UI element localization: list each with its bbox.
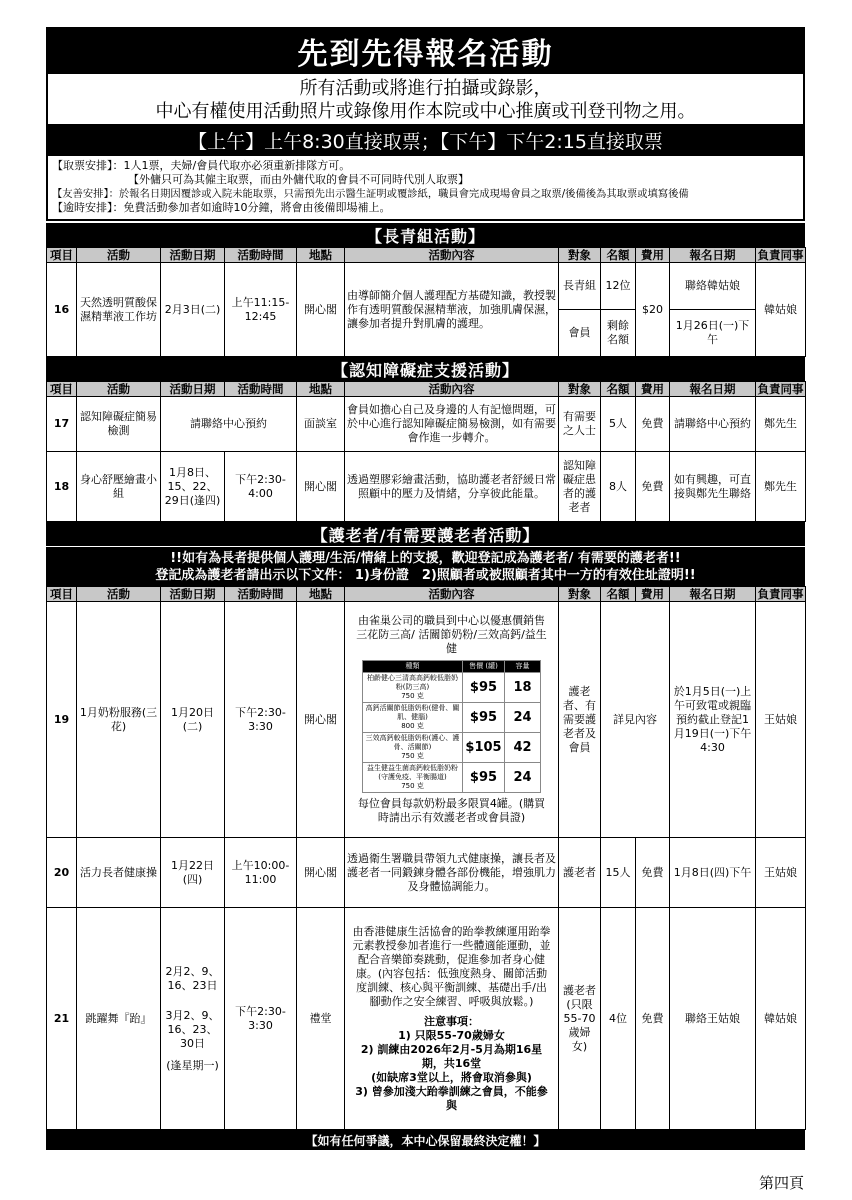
col-content: 活動內容 [345, 382, 559, 397]
row-staff: 韓姑娘 [756, 263, 806, 357]
row-date: 1月22日(四) [161, 838, 225, 908]
milk-qty: 18 [505, 673, 541, 703]
page-title: 先到先得報名活動 [46, 27, 805, 74]
milk-col-size: 容量 [505, 661, 541, 673]
note-3: (如缺席3堂以上，將會取消參與) [371, 1070, 532, 1084]
col-quota: 名額 [601, 248, 636, 263]
col-content: 活動內容 [345, 248, 559, 263]
row-activity: 跳躍舞『跆』 [77, 908, 161, 1130]
col-target: 對象 [559, 382, 601, 397]
row-target: 會員 [559, 310, 601, 357]
col-target: 對象 [559, 587, 601, 602]
col-date: 活動日期 [161, 248, 225, 263]
section-carer-title: 【護老者/有需要護老者活動】 [46, 522, 805, 546]
milk-size: 750 克 [401, 692, 424, 700]
carer-table [46, 586, 806, 1130]
row-registration: 如有興趣，可直接與鄭先生聯絡 [670, 452, 756, 522]
row-staff: 鄭先生 [756, 397, 806, 452]
row-no: 20 [47, 838, 77, 908]
col-time: 活動時間 [225, 587, 297, 602]
notice-line-1: 所有活動或將進行拍攝或錄影， [299, 78, 552, 99]
milk-table-header [363, 661, 541, 673]
col-content: 活動內容 [345, 587, 559, 602]
row-venue: 開心閣 [297, 263, 345, 357]
arrangement-late: 【逾時安排】：免費活動參加者如逾時10分鐘，將會由後備即場補上。 [52, 201, 391, 214]
ticket-arrangements [46, 156, 805, 221]
row-datetime: 請聯絡中心預約 [161, 397, 297, 452]
row-no: 16 [47, 263, 77, 357]
row-time: 上午11:15-12:45 [225, 263, 297, 357]
section-dementia-title: 【認知障礙症支援活動】 [46, 357, 805, 381]
col-no: 項目 [47, 248, 77, 263]
row-registration: 1月8日(四)下午 [670, 838, 756, 908]
milk-qty: 24 [505, 763, 541, 793]
row-fee: 免費 [636, 397, 670, 452]
row-activity: 身心舒壓繪畫小組 [77, 452, 161, 522]
table-row [47, 602, 806, 838]
milk-price: $105 [463, 733, 505, 763]
carer-registration-notice [46, 546, 805, 586]
content-desc: 由香港健康生活協會的跆拳教練運用跆拳元素教授參加者進行一些體適能運動，並配合音樂節奏跳動，促進參加者身心健康。(內容包括：低強度熱身、關節活動度訓練、核心與平衡訓練、基礎出手/出腳動作之安全練習、呼吸與放鬆。) [352, 924, 551, 1008]
milk-row [363, 763, 541, 793]
section-elder-title: 【長青組活動】 [46, 223, 805, 247]
milk-name: 三效高鈣較低脂奶粉(護心、護骨、活關節) [365, 734, 460, 751]
notice-line-2: 中心有權使用活動照片或錄像用作本院或中心推廣或刊登刊物之用。 [155, 101, 696, 122]
milk-price: $95 [463, 763, 505, 793]
row-time: 下午2:30-4:00 [225, 452, 297, 522]
col-staff: 負責同事 [757, 248, 804, 262]
row-fee: 免費 [636, 908, 670, 1130]
row-activity: 活力長者健康操 [77, 838, 161, 908]
col-date: 活動日期 [161, 587, 225, 602]
row-registration: 於1月5日(一)上午可致電或親臨預約截止登記1月19日(一)下午4:30 [670, 602, 756, 838]
milk-name: 高鈣活關節低脂奶粉(健骨、關肌、健腦) [365, 704, 460, 721]
recording-notice [46, 74, 805, 124]
milk-price-table [362, 660, 541, 793]
row-no: 17 [47, 397, 77, 452]
row-fee: 免費 [636, 838, 670, 908]
table-row [47, 908, 806, 1130]
col-registration: 報名日期 [670, 248, 756, 263]
note-title: 注意事項： [424, 1014, 479, 1028]
table-header [47, 248, 806, 263]
col-time: 活動時間 [225, 248, 297, 263]
row-content: 由導師簡介個人護理配方基礎知識，教授製作有透明質酸保濕精華液，加強肌膚保濕，讓參加者提升對肌膚的護理。 [345, 263, 559, 357]
row-venue: 禮堂 [297, 908, 345, 1130]
milk-limit-note: 每位會員每款奶粉最多限買4罐。(購買時請出示有效護老者或會員證) [357, 797, 546, 824]
note-1: 1) 只限55-70歲婦女 [398, 1028, 505, 1042]
row-no: 19 [47, 602, 77, 838]
col-venue: 地點 [297, 248, 345, 263]
row-target: 長青組 [559, 263, 601, 310]
row-quota: 8人 [601, 452, 636, 522]
row-no: 21 [47, 908, 77, 1130]
milk-product [363, 763, 463, 793]
row-quota-fee: 詳見內容 [601, 602, 670, 838]
col-fee: 費用 [636, 382, 670, 397]
row-fee: $20 [636, 263, 670, 357]
col-activity: 活動 [77, 382, 161, 397]
row-registration: 聯絡王姑娘 [670, 908, 756, 1130]
col-staff: 負責同事 [757, 587, 804, 601]
col-activity: 活動 [77, 587, 161, 602]
col-quota: 名額 [601, 382, 636, 397]
milk-col-type: 種類 [363, 661, 463, 673]
table-row [47, 397, 806, 452]
col-date: 活動日期 [161, 382, 225, 397]
row-activity: 認知障礙症簡易檢測 [77, 397, 161, 452]
row-date [161, 908, 225, 1130]
row-content: 透過塑膠彩繪畫活動，協助護老者舒緩日常照顧中的壓力及情緒，分享彼此能量。 [345, 452, 559, 522]
milk-row [363, 703, 541, 733]
milk-row [363, 733, 541, 763]
row-content: 透過衛生署職員帶領九式健康操，讓長者及護老者一同鍛鍊身體各部份機能，增強肌力及身體協調能力。 [345, 838, 559, 908]
col-fee: 費用 [636, 248, 670, 263]
page-number: 第四頁 [758, 1174, 804, 1192]
milk-size: 750 克 [401, 752, 424, 760]
milk-name: 柏齡健心三清高高鈣較低脂奶粉(防三高) [367, 674, 458, 691]
row-venue: 開心閣 [297, 602, 345, 838]
milk-qty: 42 [505, 733, 541, 763]
col-activity: 活動 [77, 248, 161, 263]
milk-price: $95 [463, 673, 505, 703]
milk-name: 益生健益生菌高鈣較低脂奶粉(守護免疫、平衡腸道) [367, 764, 458, 781]
col-staff: 負責同事 [757, 382, 804, 396]
arrangement-helper: 【外傭只可為其僱主取票，而由外傭代取的會員不可同時代別人取票】 [128, 173, 469, 186]
row-content: 會員如擔心自己及身邊的人有記憶問題，可於中心進行認知障礙症簡易檢測，如有需要會作進一步轉介。 [345, 397, 559, 452]
row-venue: 面談室 [297, 397, 345, 452]
row-fee: 免費 [636, 452, 670, 522]
elder-table [46, 247, 806, 357]
row-date: 2月3日(二) [161, 263, 225, 357]
col-no: 項目 [47, 587, 77, 602]
table-row [47, 263, 806, 310]
milk-price: $95 [463, 703, 505, 733]
row-target: 護老者 [559, 838, 601, 908]
arrangement-ticket: 【取票安排】：1人1票，夫婦/會員代取亦必須重新排隊方可。 [52, 159, 351, 172]
col-fee: 費用 [636, 587, 670, 602]
dementia-table [46, 381, 806, 522]
row-registration: 1月26日(一)下午 [670, 310, 756, 357]
row-date: 1月20日(二) [161, 602, 225, 838]
row-quota: 12位 [601, 263, 636, 310]
row-content [345, 908, 559, 1130]
milk-product [363, 703, 463, 733]
row-time: 上午10:00-11:00 [225, 838, 297, 908]
row-activity: 1月奶粉服務(三花) [77, 602, 161, 838]
col-target: 對象 [559, 248, 601, 263]
milk-col-price: 售價 (罐) [463, 661, 505, 673]
note-4: 3) 曾參加淺大跆拳訓練之會員，不能參與 [355, 1084, 548, 1112]
date-feb: 2月2、9、16、23日 [165, 964, 220, 992]
row-quota: 剩餘名額 [601, 310, 636, 357]
row-date: 1月8日、15、22、29日(逢四) [161, 452, 225, 522]
milk-product [363, 733, 463, 763]
date-mar: 3月2、9、16、23、30日 [165, 1008, 220, 1050]
carer-notice-line-2: 登記成為護老者請出示以下文件： 1)身份證 2)照顧者或被照顧者其中一方的有效住址證明!! [155, 567, 696, 583]
row-quota: 4位 [601, 908, 636, 1130]
note-2: 2) 訓練由2026年2月-5月為期16星期，共16堂 [360, 1042, 543, 1070]
milk-size: 800 克 [401, 722, 424, 730]
row-target: 有需要之人士 [559, 397, 601, 452]
row-registration: 請聯絡中心預約 [670, 397, 756, 452]
milk-product [363, 673, 463, 703]
footer-disclaimer: 【如有任何爭議，本中心保留最終決定權！】 [46, 1130, 805, 1150]
date-weekday: (逢星期一) [166, 1058, 219, 1072]
table-row [47, 838, 806, 908]
carer-notice-line-1: !!如有為長者提供個人護理/生活/情緒上的支援，歡迎登記成為護老者/ 有需要的護老者!! [170, 550, 681, 566]
row-registration: 聯絡韓姑娘 [670, 263, 756, 310]
col-venue: 地點 [297, 382, 345, 397]
row-staff: 韓姑娘 [756, 908, 806, 1130]
row-target: 護老者、有需要護老者及會員 [559, 602, 601, 838]
row-target: 認知障礙症患者的護老者 [559, 452, 601, 522]
row-staff: 王姑娘 [756, 838, 806, 908]
page [46, 27, 805, 1150]
row-venue: 開心閣 [297, 838, 345, 908]
ticket-time-banner: 【上午】上午8:30直接取票；【下午】下午2:15直接取票 [46, 124, 805, 156]
milk-row [363, 673, 541, 703]
table-header [47, 382, 806, 397]
row-staff: 王姑娘 [756, 602, 806, 838]
row-quota: 15人 [601, 838, 636, 908]
col-venue: 地點 [297, 587, 345, 602]
col-registration: 報名日期 [670, 587, 756, 602]
row-quota: 5人 [601, 397, 636, 452]
col-quota: 名額 [601, 587, 636, 602]
milk-intro: 由雀巢公司的職員到中心以優惠價銷售三花防三高/ 活關節奶粉/三效高鈣/益生健 [356, 614, 547, 655]
col-no: 項目 [47, 382, 77, 397]
row-no: 18 [47, 452, 77, 522]
table-header [47, 587, 806, 602]
row-time: 下午2:30-3:30 [225, 602, 297, 838]
milk-size: 750 克 [401, 782, 424, 790]
col-time: 活動時間 [225, 382, 297, 397]
arrangement-friendly: 【友善安排】：於報名日期因覆診或入院未能取票，只需預先出示醫生証明或覆診紙，職員會完成現場會員之取票/後備後為其取票或填寫後備 [52, 188, 689, 200]
milk-qty: 24 [505, 703, 541, 733]
row-activity: 天然透明質酸保濕精華液工作坊 [77, 263, 161, 357]
row-staff: 鄭先生 [756, 452, 806, 522]
row-time: 下午2:30-3:30 [225, 908, 297, 1130]
table-row [47, 452, 806, 522]
col-registration: 報名日期 [670, 382, 756, 397]
row-target: 護老者(只限55-70歲婦女) [559, 908, 601, 1130]
row-venue: 開心閣 [297, 452, 345, 522]
row-content [345, 602, 559, 838]
